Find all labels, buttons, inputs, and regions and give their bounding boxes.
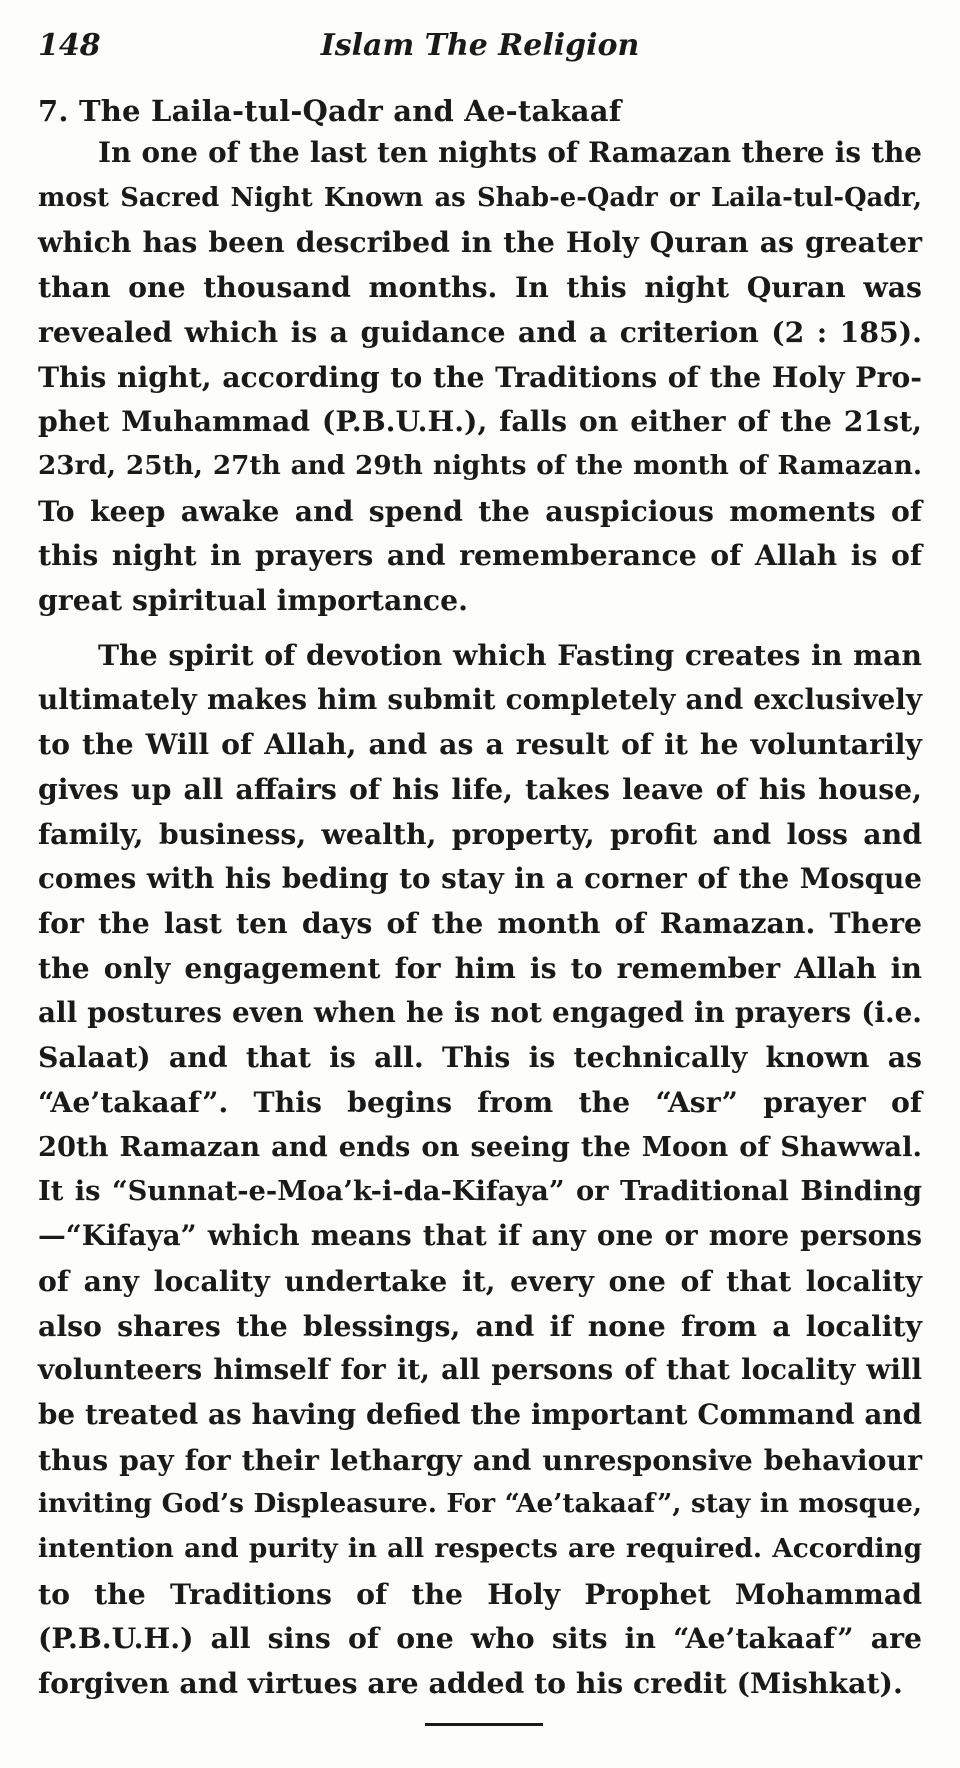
text-line: family, business, wealth, property, profit and loss and — [38, 816, 922, 851]
text-line: “Ae’takaaf”. This begins from the “Asr” prayer of — [38, 1085, 922, 1120]
text-line: to the Will of Allah, and as a result of it he voluntarily — [38, 727, 922, 762]
text-line: all postures even when he is not engaged in prayers (i.e. — [38, 995, 922, 1029]
text-line: inviting God’s Displeasure. For “Ae’takaaf”, stay in mosque, — [38, 1488, 922, 1520]
paragraph-ae-takaaf — [38, 633, 922, 1706]
text-line: 20th Ramazan and ends on seeing the Moon of Shawwal. — [38, 1130, 922, 1163]
text-line: This night, according to the Traditions of the Holy Pro- — [38, 359, 922, 394]
page-number: 148 — [38, 28, 101, 63]
text-line: revealed which is a guidance and a criterion (2 : 185). — [38, 314, 922, 349]
text-line: the only engagement for him is to remember Allah in — [38, 950, 922, 985]
text-line: —“Kifaya” which means that if any one or more persons — [38, 1219, 922, 1253]
text-line: most Sacred Night Known as Shab-e-Qadr or Laila-tul-Qadr, — [38, 182, 922, 213]
text-line: gives up all affairs of his life, takes leave of his house, — [38, 772, 922, 807]
page-header — [38, 20, 922, 70]
running-title: Islam The Religion — [320, 28, 640, 63]
text-line: for the last ten days of the month of Ramazan. There — [38, 906, 922, 941]
closing-rule — [425, 1723, 543, 1726]
text-line: 23rd, 25th, 27th and 29th nights of the month of Ramazan. — [38, 449, 922, 481]
text-line: phet Muhammad (P.B.U.H.), falls on either of the 21st, — [38, 404, 922, 439]
text-line: Salaat) and that is all. This is technically known as — [38, 1040, 922, 1075]
text-line: To keep awake and spend the auspicious moments of — [38, 493, 922, 528]
text-line: The spirit of devotion which Fasting creates in man — [98, 638, 922, 672]
text-line: volunteers himself for it, all persons of that locality will — [38, 1353, 922, 1387]
text-line: (P.B.U.H.) all sins of one who sits in “Ae’takaaf” are — [38, 1621, 922, 1656]
text-line: ultimately makes him submit completely and exclusively — [38, 682, 922, 716]
text-line: of any locality undertake it, every one of that locality — [38, 1263, 922, 1298]
text-line: forgiven and virtues are added to his credit (Mishkat). — [38, 1666, 903, 1701]
text-line: than one thousand months. In this night Quran was — [38, 270, 922, 305]
text-line: thus pay for their lethargy and unresponsive behaviour — [38, 1442, 922, 1477]
text-line: great spiritual importance. — [38, 583, 468, 618]
text-line: which has been described in the Holy Quran as greater — [38, 225, 922, 260]
paragraph-laila-tul-qadr — [38, 131, 922, 623]
text-line: this night in prayers and rememberance of Allah is of — [38, 538, 922, 573]
text-line: be treated as having defied the important Command and — [38, 1397, 922, 1431]
section-heading: 7. The Laila-tul-Qadr and Ae-takaaf — [38, 94, 622, 128]
text-line: It is “Sunnat-e-Moa’k-i-da-Kifaya” or Traditional Binding — [38, 1175, 922, 1208]
text-line: to the Traditions of the Holy Prophet Mohammad — [38, 1576, 922, 1611]
text-line: comes with his beding to stay in a corner of the Mosque — [38, 861, 922, 895]
text-line: intention and purity in all respects are required. According — [38, 1533, 922, 1565]
text-line: also shares the blessings, and if none from a locality — [38, 1308, 922, 1343]
text-line: In one of the last ten nights of Ramazan there is the — [98, 136, 922, 169]
